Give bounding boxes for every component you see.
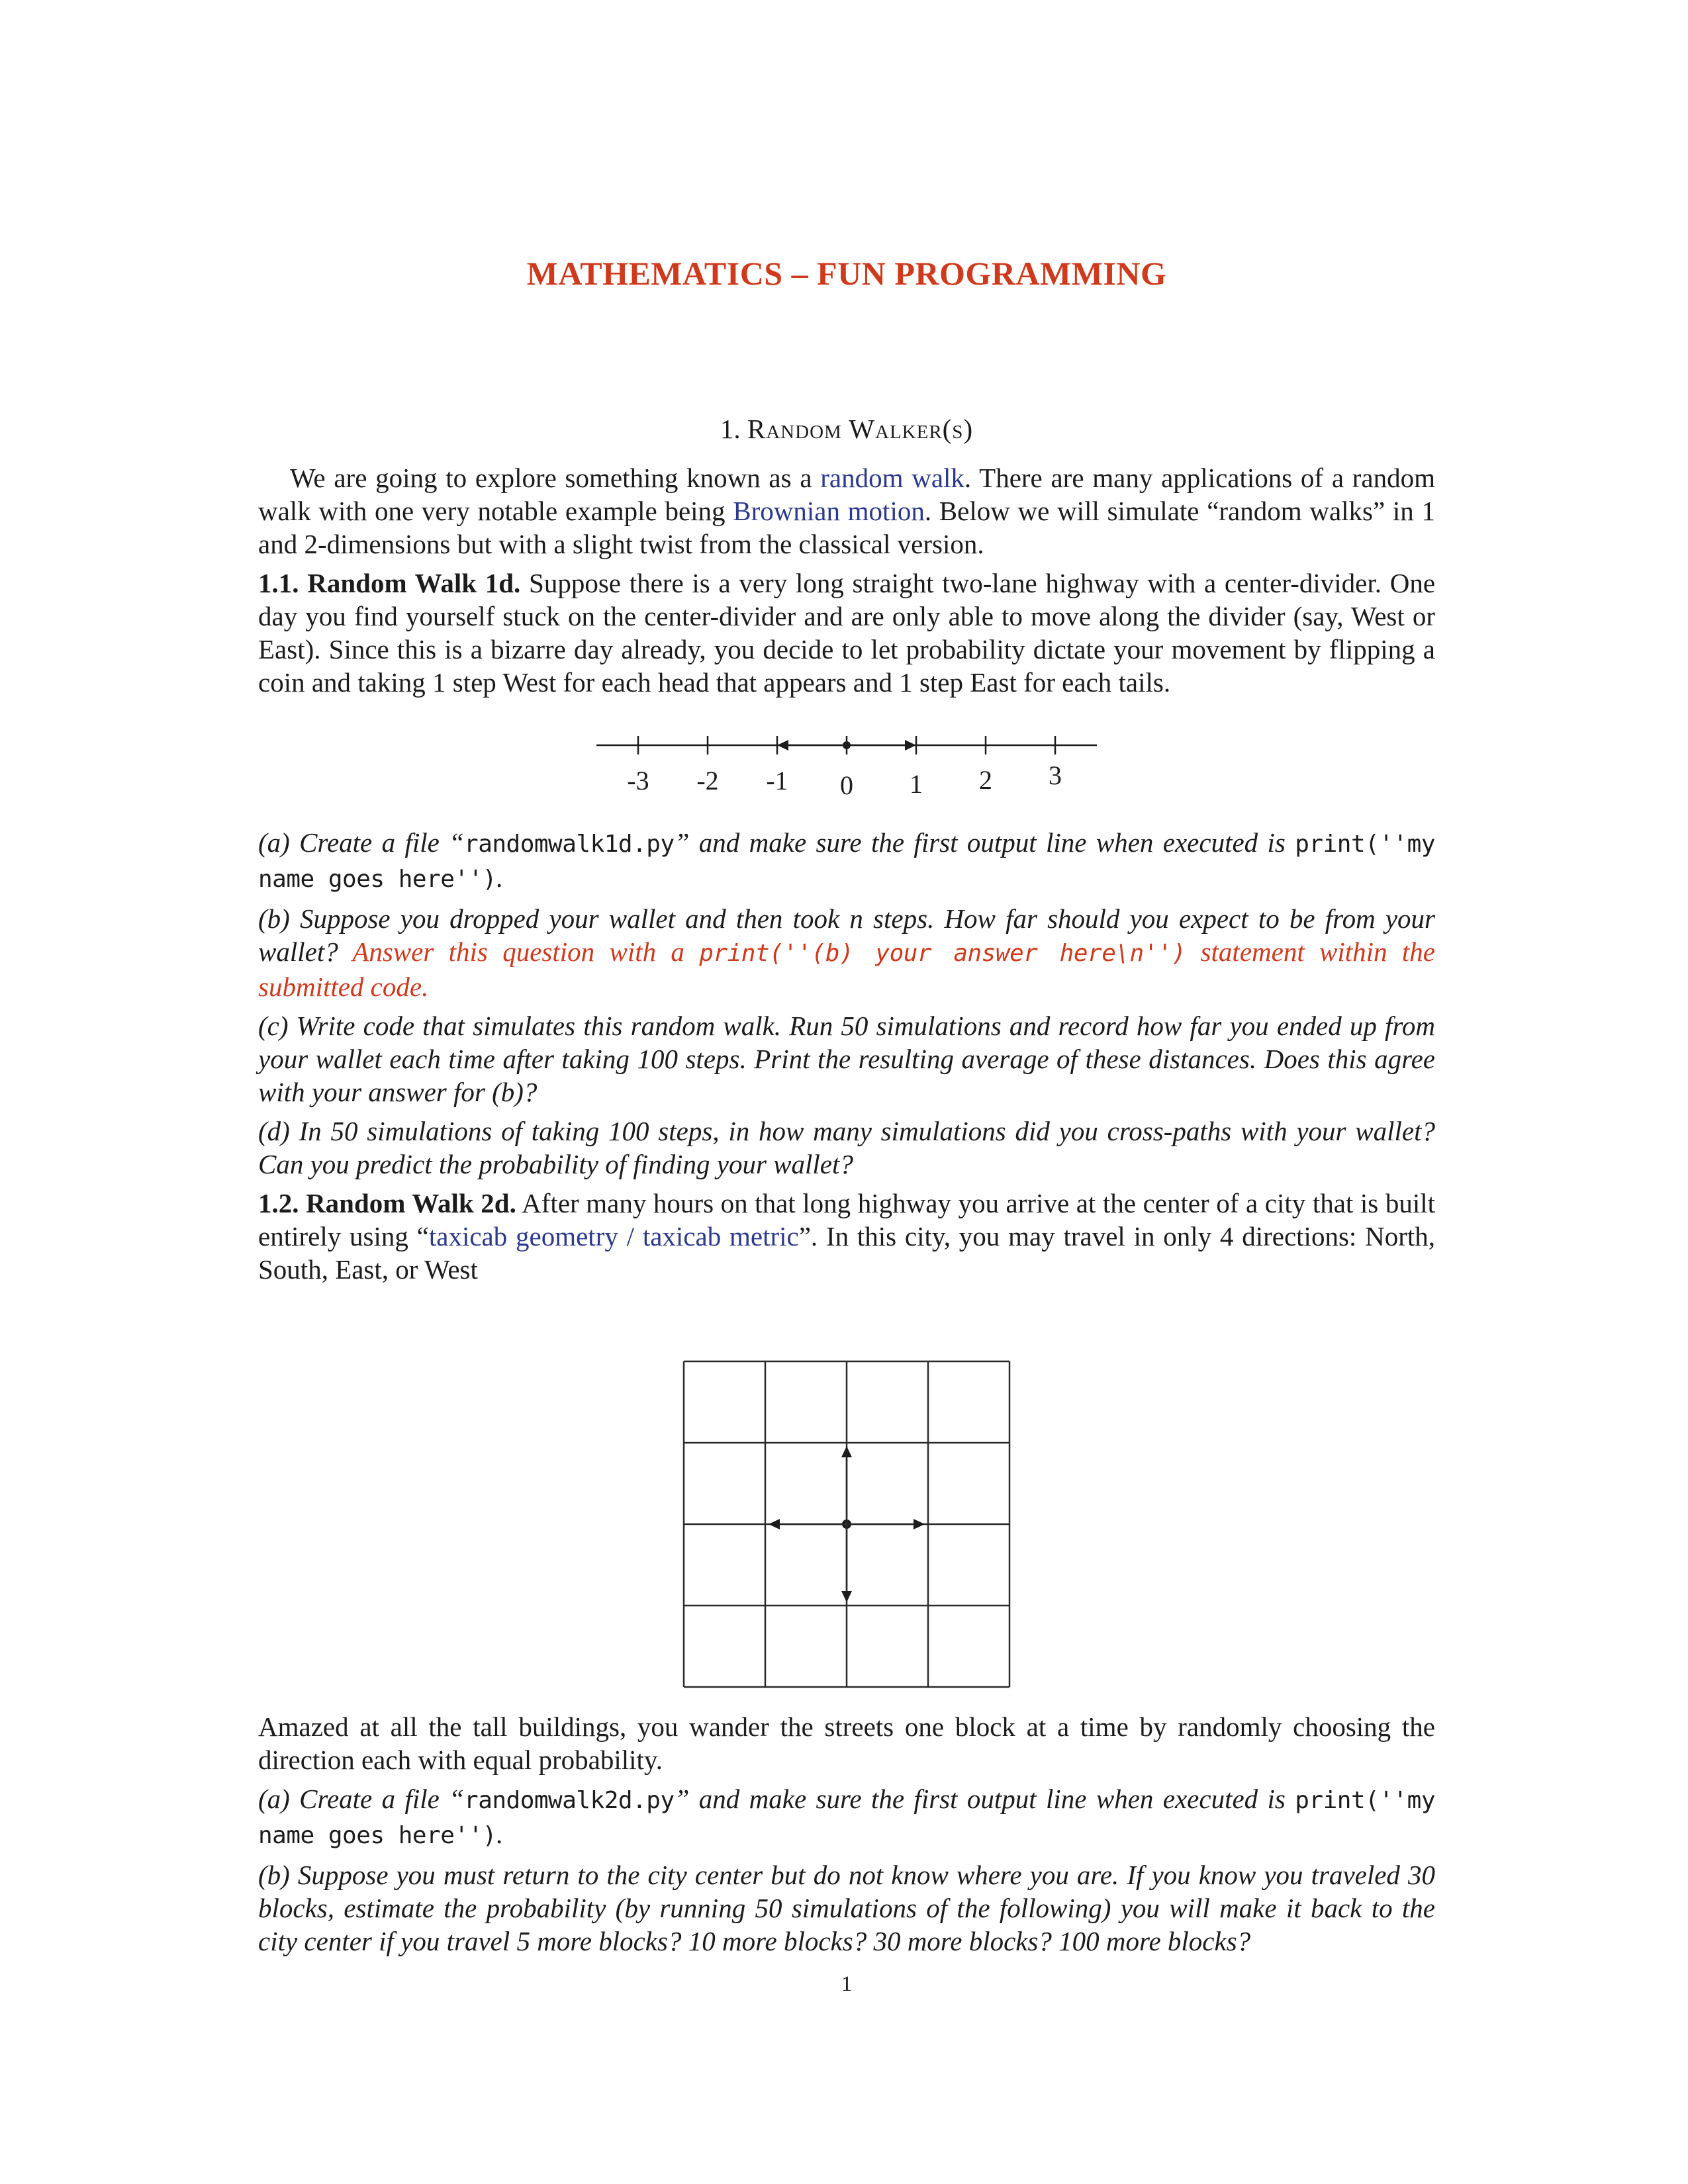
subsection-1-1-paragraph — [258, 567, 1435, 699]
tick-label: 0 — [840, 770, 853, 800]
print-statement-code-red: print(''(b) your answer here\n'') — [699, 940, 1186, 967]
item-1d-a-text-1: (a) Create a file “ — [258, 827, 465, 858]
item-1d-b-text: (b) Suppose you dropped your wallet and then took n steps. How far should you expect to be from your wallet? — [258, 903, 1435, 967]
item-2d-b: (b) Suppose you must return to the city center but do not know where you are. If you know you traveled 30 blocks, estimate the probability (by running 50 simulations of the following) you will make it back to the city center if you travel 5 more blocks? 10 more blocks? 30 more blocks? 100 more blocks? — [258, 1860, 1435, 1956]
number-line-svg — [588, 723, 1105, 817]
arrow-south-head — [841, 1591, 852, 1602]
arrow-west-head — [769, 1519, 780, 1529]
subsection-1-1-title: Random Walk 1d. — [307, 568, 521, 598]
section-1-name: Random Walker(s) — [747, 414, 974, 444]
subsection-1-2-title: Random Walk 2d. — [306, 1188, 516, 1218]
item-2d-a — [258, 1782, 1435, 1852]
taxicab-geometry-link[interactable]: taxicab geometry / taxicab metric — [428, 1221, 799, 1251]
intro-text-1: We are going to explore something known as a — [290, 463, 821, 493]
city-grid-svg — [682, 1360, 1011, 1688]
subsection-1-2-text-1: After many hours on that long highway you arrive at the center of a city that is built entirely using “ — [258, 1188, 1435, 1251]
print-statement-code: print(''my name goes here'') — [258, 831, 1435, 893]
document-title: MATHEMATICS – FUN PROGRAMMING — [526, 255, 1167, 292]
item-1d-c: (c) Write code that simulates this random walk. Run 50 simulations and record how far you ended up from your wallet each time after taking 100 steps. Print the resulting average of these distances. Does this agree with your answer for (b)? — [258, 1011, 1435, 1107]
intro-text-3: . Below we will simulate “random walks” in 1 and 2-dimensions but with a slight twist from the classical version. — [258, 496, 1436, 559]
subsection-1-1-body: Suppose there is a very long straight two-lane highway with a center-divider. One day you find yourself stuck on the center-divider and are only able to move along the divider (say, West or East). Since this is a bizarre day already, you decide to let probability dictate your movement by flipping a coin and taking 1 step West for each head that appears and 1 step East for each tails. — [258, 568, 1436, 698]
item-2d-a-text-2: ” and make sure the first output line when executed is — [674, 1784, 1295, 1814]
tick-label: 3 — [1049, 760, 1062, 790]
document-content — [258, 253, 1435, 1997]
arrow-east-head — [905, 740, 916, 751]
item-2d-a-text-1: (a) Create a file “ — [258, 1784, 465, 1814]
intro-paragraph — [258, 461, 1435, 561]
subsection-1-2-number: 1.2. — [258, 1188, 299, 1218]
filename-code: randomwalk2d.py — [464, 1787, 675, 1814]
subsection-1-2-text-2: ”. In this city, you may travel in only 4 directions: North, South, East, or West — [258, 1221, 1435, 1285]
number-line-figure — [258, 723, 1435, 820]
item-2d-a-text-3: . — [496, 1819, 504, 1849]
brownian-motion-link[interactable]: Brownian motion — [733, 496, 925, 526]
item-1d-d: (d) In 50 simulations of taking 100 steps, in how many simulations did you cross-paths with your wallet? Can you predict the probability of finding your wallet? — [258, 1116, 1435, 1179]
item-1d-a-text-3: . — [496, 862, 504, 893]
subsection-1-2-paragraph — [258, 1187, 1435, 1286]
tick-label: -2 — [696, 766, 719, 796]
section-1-heading — [258, 412, 1435, 445]
random-walk-link[interactable]: random walk — [820, 463, 964, 493]
tick-label: 1 — [910, 769, 923, 799]
intro-text-2: . There are many applications of a random walk with one very notable example being — [258, 463, 1435, 526]
print-statement-code: print(''my name goes here'') — [258, 1787, 1435, 1849]
origin-dot — [843, 741, 851, 749]
arrow-north-head — [841, 1446, 852, 1457]
tick-label: 2 — [979, 765, 992, 795]
item-1d-b — [258, 902, 1435, 1003]
page-number: 1 — [841, 1972, 853, 1996]
tick-label: -1 — [766, 766, 788, 796]
arrow-west-head — [777, 740, 788, 751]
arrow-east-head — [914, 1519, 925, 1529]
section-1-number: 1. — [720, 414, 741, 444]
item-1d-a — [258, 826, 1435, 896]
item-1d-a-text-2: ” and make sure the first output line when executed is — [674, 827, 1295, 858]
city-grid-figure — [258, 1360, 1435, 1692]
subsection-1-1-number: 1.1. — [258, 568, 299, 598]
tick-label: -3 — [627, 766, 649, 796]
item-1d-b-red-1: Answer this question with a — [352, 936, 700, 967]
amazed-paragraph: Amazed at all the tall buildings, you wander the streets one block at a time by randomly choosing the direction each with equal probability. — [258, 1711, 1435, 1775]
filename-code: randomwalk1d.py — [464, 831, 675, 858]
item-1d-b-red-2: statement within the submitted code. — [258, 936, 1435, 1002]
